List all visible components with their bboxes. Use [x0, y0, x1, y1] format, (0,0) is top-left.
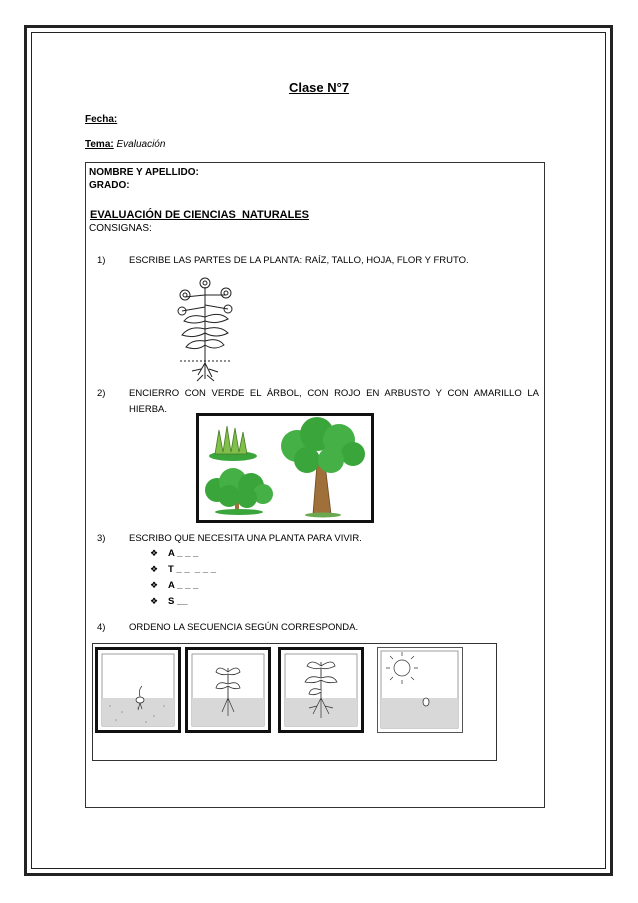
- need-item: S __: [168, 596, 188, 607]
- sequence-panel-seed-sun: [377, 647, 463, 733]
- task-1-text: ESCRIBE LAS PARTES DE LA PLANTA: RAÍZ, TALLO, HOJA, FLOR Y FRUTO.: [129, 255, 469, 266]
- need-item: T _ _ _ _ _: [168, 564, 217, 575]
- task-2-number: 2): [97, 388, 106, 399]
- tree-icon: [281, 417, 365, 518]
- sequence-panel-grown-plant: [278, 647, 364, 733]
- date-label: Fecha:: [85, 114, 118, 125]
- diamond-bullet-icon: ❖: [150, 596, 159, 606]
- task-4-text: ORDENO LA SECUENCIA SEGÚN CORRESPONDA.: [129, 622, 359, 633]
- task-1-number: 1): [97, 255, 106, 266]
- sequence-panel-sprout: [95, 647, 181, 733]
- topic-label: Tema:: [85, 139, 114, 150]
- page-title: Clase N°7: [288, 80, 350, 95]
- task-4-number: 4): [97, 622, 106, 633]
- need-item: A _ _ _: [168, 548, 199, 559]
- plants-picture-frame: [196, 413, 374, 523]
- task-2-text-line1: ENCIERRO CON VERDE EL ÁRBOL, CON ROJO EN ARBUSTO Y CON AMARILLO LA: [129, 388, 539, 399]
- task-3-number: 3): [97, 533, 106, 544]
- grade-label: GRADO:: [89, 180, 130, 191]
- task-2-text-line2: HIERBA.: [129, 404, 168, 415]
- evaluation-heading: EVALUACIÓN DE CIENCIAS NATURALES: [90, 209, 309, 221]
- diamond-bullet-icon: ❖: [150, 548, 159, 558]
- topic-value: Evaluación: [116, 139, 166, 150]
- diamond-bullet-icon: ❖: [150, 564, 159, 574]
- plant-diagram-icon: [170, 275, 240, 388]
- grass-icon: [209, 426, 257, 461]
- bush-icon: [205, 468, 273, 515]
- diamond-bullet-icon: ❖: [150, 580, 159, 590]
- topic-line: [85, 139, 165, 150]
- name-label: NOMBRE Y APELLIDO:: [89, 167, 199, 178]
- sequence-panel-young-plant: [185, 647, 271, 733]
- need-item: A _ _ _: [168, 580, 199, 591]
- instructions-label: CONSIGNAS:: [89, 223, 152, 234]
- task-3-text: ESCRIBO QUE NECESITA UNA PLANTA PARA VIVIR.: [129, 533, 362, 544]
